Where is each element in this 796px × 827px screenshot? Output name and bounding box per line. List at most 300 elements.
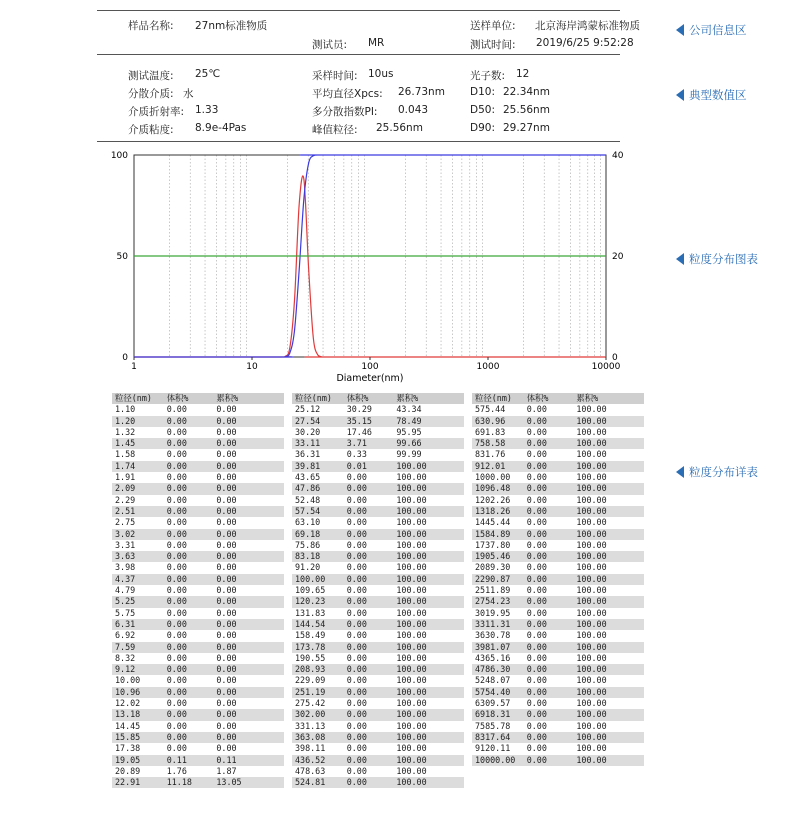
table-cell: 0.00 bbox=[166, 517, 187, 528]
table-cell: 0.00 bbox=[216, 415, 237, 426]
table-cell: 0.00 bbox=[346, 777, 367, 788]
table-cell: 758.58 bbox=[475, 438, 506, 449]
table-cell: 0.00 bbox=[346, 698, 367, 709]
table-row bbox=[112, 608, 284, 619]
table-cell: 0.00 bbox=[526, 562, 547, 573]
table-row bbox=[292, 438, 464, 449]
table-cell: 0.00 bbox=[526, 426, 547, 437]
table-cell: 0.00 bbox=[346, 765, 367, 776]
table-cell: 100.00 bbox=[396, 472, 427, 483]
y-right-tick-label: 0 bbox=[612, 353, 618, 363]
table-row bbox=[292, 529, 464, 540]
table-row bbox=[472, 540, 644, 551]
table-row bbox=[472, 517, 644, 528]
table-cell: 100.00 bbox=[576, 664, 607, 675]
table-row bbox=[112, 404, 284, 415]
table-cell: 30.29 bbox=[346, 404, 372, 415]
size-table-col2 bbox=[292, 393, 464, 788]
table-cell: 0.00 bbox=[526, 551, 547, 562]
table-cell: 10.00 bbox=[115, 675, 141, 686]
table-header-cell: 粒径(nm) bbox=[475, 393, 512, 403]
table-cell: 363.08 bbox=[295, 731, 326, 742]
table-cell: 0.00 bbox=[216, 460, 237, 471]
table-cell: 47.86 bbox=[295, 483, 321, 494]
peak-size-value: 25.56nm bbox=[376, 122, 423, 134]
table-row bbox=[472, 709, 644, 720]
table-cell: 0.00 bbox=[216, 472, 237, 483]
test-time-label: 测试时间: bbox=[470, 39, 516, 51]
table-header-cell: 累积% bbox=[396, 393, 419, 403]
table-cell: 208.93 bbox=[295, 664, 326, 675]
table-cell: 4.37 bbox=[115, 573, 136, 584]
table-row bbox=[472, 619, 644, 630]
y-right-tick-labels bbox=[612, 151, 624, 363]
table-cell bbox=[472, 766, 527, 777]
table-row bbox=[292, 585, 464, 596]
table-cell: 0.00 bbox=[526, 652, 547, 663]
table-cell: 0.00 bbox=[166, 505, 187, 516]
temp-label: 测试温度: bbox=[128, 70, 174, 82]
table-cell: 100.00 bbox=[576, 494, 607, 505]
x-axis-label: Diameter(nm) bbox=[336, 373, 404, 384]
table-cell: 0.00 bbox=[216, 438, 237, 449]
table-cell: 2.51 bbox=[115, 505, 136, 516]
table-cell: 0.00 bbox=[166, 460, 187, 471]
temp-value: 25℃ bbox=[195, 68, 221, 80]
table-row bbox=[472, 642, 644, 653]
table-cell: 100.00 bbox=[576, 551, 607, 562]
table-cell: 0.11 bbox=[216, 754, 237, 765]
table-cell: 0.00 bbox=[166, 731, 187, 742]
table-cell: 10.96 bbox=[115, 686, 141, 697]
table-row bbox=[292, 540, 464, 551]
table-cell: 0.00 bbox=[346, 675, 367, 686]
table-cell: 1.74 bbox=[115, 460, 136, 471]
table-cell: 0.00 bbox=[166, 743, 187, 754]
table-cell: 91.20 bbox=[295, 562, 321, 573]
sample-name-label: 样品名称: bbox=[128, 20, 174, 32]
table-cell: 5754.40 bbox=[475, 686, 511, 697]
y-left-tick-label: 50 bbox=[116, 252, 128, 262]
table-cell: 100.00 bbox=[576, 505, 607, 516]
table-cell: 0.00 bbox=[166, 404, 187, 415]
table-cell: 0.00 bbox=[526, 438, 547, 449]
table-row bbox=[112, 585, 284, 596]
table-cell: 100.00 bbox=[576, 573, 607, 584]
table-cell: 0.00 bbox=[526, 698, 547, 709]
peak-size-label: 峰值粒径: bbox=[312, 124, 358, 136]
table-row bbox=[472, 664, 644, 675]
table-cell: 100.00 bbox=[396, 754, 427, 765]
table-header-cell: 累积% bbox=[216, 393, 239, 403]
table-cell: 100.00 bbox=[576, 460, 607, 471]
table-cell: 25.12 bbox=[295, 404, 321, 415]
unit-label: 送样单位: bbox=[470, 20, 516, 32]
table-row bbox=[112, 630, 284, 641]
table-cell: 30.20 bbox=[295, 426, 321, 437]
table-cell: 229.09 bbox=[295, 675, 326, 686]
table-cell: 52.48 bbox=[295, 494, 321, 505]
table-row bbox=[112, 517, 284, 528]
table-cell: 1445.44 bbox=[475, 517, 511, 528]
table-cell: 100.00 bbox=[576, 698, 607, 709]
x-tick-label: 10 bbox=[246, 362, 258, 372]
table-cell: 100.00 bbox=[576, 426, 607, 437]
x-tick-label: 100 bbox=[361, 362, 379, 372]
photon-value: 12 bbox=[516, 68, 530, 80]
table-row bbox=[112, 472, 284, 483]
table-row bbox=[472, 416, 644, 427]
table-cell: 1318.26 bbox=[475, 505, 511, 516]
table-row bbox=[112, 416, 284, 427]
table-cell: 0.00 bbox=[346, 686, 367, 697]
table-cell: 78.49 bbox=[396, 415, 422, 426]
table-cell: 0.00 bbox=[216, 426, 237, 437]
table-cell: 100.00 bbox=[396, 698, 427, 709]
pdi-value: 0.043 bbox=[398, 104, 429, 116]
table-row bbox=[112, 427, 284, 438]
table-cell: 0.00 bbox=[346, 664, 367, 675]
x-tick-labels bbox=[131, 357, 620, 372]
table-cell: 1.76 bbox=[166, 765, 187, 776]
table-cell: 19.05 bbox=[115, 754, 141, 765]
table-row bbox=[292, 687, 464, 698]
table-cell: 0.00 bbox=[166, 426, 187, 437]
table-cell: 109.65 bbox=[295, 585, 326, 596]
table-cell: 3019.95 bbox=[475, 607, 511, 618]
table-cell: 0.00 bbox=[216, 618, 237, 629]
medium-value: 水 bbox=[183, 88, 194, 100]
table-cell: 0.00 bbox=[166, 675, 187, 686]
table-cell: 0.00 bbox=[216, 494, 237, 505]
table-cell: 100.00 bbox=[396, 573, 427, 584]
table-cell: 0.00 bbox=[526, 686, 547, 697]
table-row bbox=[292, 653, 464, 664]
table-cell: 100.00 bbox=[396, 664, 427, 675]
table-cell: 2290.87 bbox=[475, 573, 511, 584]
table-cell: 1584.89 bbox=[475, 528, 511, 539]
table-cell: 100.00 bbox=[576, 539, 607, 550]
table-cell: 0.00 bbox=[526, 449, 547, 460]
table-cell: 7585.78 bbox=[475, 720, 511, 731]
table-row bbox=[292, 404, 464, 415]
section-label-typical: 典型数值区 bbox=[676, 87, 747, 103]
table-cell: 331.13 bbox=[295, 720, 326, 731]
table-row bbox=[292, 472, 464, 483]
table-cell: 100.00 bbox=[396, 517, 427, 528]
table-cell: 100.00 bbox=[576, 528, 607, 539]
table-row bbox=[292, 449, 464, 460]
table-cell: 0.00 bbox=[346, 539, 367, 550]
table-cell: 120.23 bbox=[295, 596, 326, 607]
table-cell: 99.66 bbox=[396, 438, 422, 449]
table-cell: 0.00 bbox=[346, 743, 367, 754]
table-row bbox=[112, 461, 284, 472]
table-row bbox=[292, 551, 464, 562]
table-cell: 4365.16 bbox=[475, 652, 511, 663]
table-cell: 100.00 bbox=[576, 754, 607, 765]
table-cell: 6.92 bbox=[115, 630, 136, 641]
table-cell: 0.00 bbox=[346, 517, 367, 528]
table-row bbox=[112, 664, 284, 675]
table-row bbox=[112, 506, 284, 517]
table-row bbox=[292, 574, 464, 585]
section-label-chart: 粒度分布图表 bbox=[676, 251, 758, 267]
table-cell: 75.86 bbox=[295, 539, 321, 550]
table-cell: 100.00 bbox=[396, 652, 427, 663]
table-cell: 1737.80 bbox=[475, 539, 511, 550]
table-row bbox=[472, 687, 644, 698]
table-cell: 0.00 bbox=[216, 743, 237, 754]
table-cell: 0.00 bbox=[526, 585, 547, 596]
table-cell: 100.00 bbox=[396, 686, 427, 697]
table-row bbox=[292, 596, 464, 607]
table-cell: 100.00 bbox=[396, 618, 427, 629]
table-cell: 0.00 bbox=[216, 664, 237, 675]
table-row bbox=[112, 687, 284, 698]
avg-diameter-value: 26.73nm bbox=[398, 86, 445, 98]
table-cell: 0.00 bbox=[526, 731, 547, 742]
table-cell: 0.00 bbox=[346, 652, 367, 663]
table-cell: 2.29 bbox=[115, 494, 136, 505]
table-row bbox=[472, 461, 644, 472]
table-cell: 0.00 bbox=[526, 404, 547, 415]
table-cell: 0.00 bbox=[216, 551, 237, 562]
table-cell: 0.00 bbox=[216, 607, 237, 618]
viscosity-label: 介质粘度: bbox=[128, 124, 174, 136]
table-cell: 100.00 bbox=[576, 596, 607, 607]
table-cell: 14.45 bbox=[115, 720, 141, 731]
table-cell: 100.00 bbox=[295, 573, 326, 584]
table-row bbox=[472, 551, 644, 562]
table-cell: 0.00 bbox=[216, 517, 237, 528]
table-cell: 0.00 bbox=[216, 585, 237, 596]
table-cell: 831.76 bbox=[475, 449, 506, 460]
table-cell: 0.00 bbox=[216, 483, 237, 494]
table-cell: 0.00 bbox=[526, 709, 547, 720]
table-row bbox=[112, 675, 284, 686]
table-cell: 0.00 bbox=[346, 585, 367, 596]
photon-label: 光子数: bbox=[470, 70, 506, 82]
table-cell: 0.00 bbox=[346, 754, 367, 765]
table-row bbox=[292, 483, 464, 494]
table-cell: 100.00 bbox=[576, 607, 607, 618]
table-cell: 0.00 bbox=[346, 551, 367, 562]
table-cell: 0.00 bbox=[216, 720, 237, 731]
sample-time-value: 10us bbox=[368, 68, 394, 80]
table-cell: 100.00 bbox=[396, 528, 427, 539]
table-cell: 0.00 bbox=[346, 472, 367, 483]
table-cell: 0.00 bbox=[346, 720, 367, 731]
table-cell: 8.32 bbox=[115, 652, 136, 663]
table-row bbox=[112, 562, 284, 573]
table-row bbox=[112, 642, 284, 653]
d90-label: D90: bbox=[470, 122, 495, 134]
table-cell: 0.00 bbox=[346, 607, 367, 618]
table-row bbox=[472, 404, 644, 415]
table-cell: 100.00 bbox=[396, 630, 427, 641]
table-cell: 4786.30 bbox=[475, 664, 511, 675]
table-row bbox=[292, 664, 464, 675]
table-cell: 17.46 bbox=[346, 426, 372, 437]
table-cell: 158.49 bbox=[295, 630, 326, 641]
table-cell: 1.45 bbox=[115, 438, 136, 449]
table-cell: 3.02 bbox=[115, 528, 136, 539]
table-row bbox=[472, 766, 644, 777]
table-cell: 0.00 bbox=[346, 618, 367, 629]
table-cell: 2511.89 bbox=[475, 585, 511, 596]
table-cell: 0.00 bbox=[526, 596, 547, 607]
table-cell: 0.00 bbox=[216, 652, 237, 663]
table-cell: 9120.11 bbox=[475, 743, 511, 754]
table-cell: 0.00 bbox=[166, 698, 187, 709]
table-cell bbox=[576, 766, 644, 777]
unit-value: 北京海岸鸿蒙标准物质 bbox=[535, 20, 640, 32]
table-cell: 0.00 bbox=[526, 460, 547, 471]
table-cell: 0.00 bbox=[166, 449, 187, 460]
table-cell: 10000.00 bbox=[475, 754, 516, 765]
table-cell: 3630.78 bbox=[475, 630, 511, 641]
table-cell: 0.00 bbox=[216, 539, 237, 550]
d10-label: D10: bbox=[470, 86, 495, 98]
table-cell: 63.10 bbox=[295, 517, 321, 528]
table-cell: 302.00 bbox=[295, 709, 326, 720]
table-cell: 100.00 bbox=[576, 743, 607, 754]
table-cell: 190.55 bbox=[295, 652, 326, 663]
table-cell: 0.00 bbox=[526, 539, 547, 550]
table-cell: 144.54 bbox=[295, 618, 326, 629]
y-left-tick-label: 0 bbox=[122, 353, 128, 363]
table-header-cell: 体积% bbox=[166, 393, 189, 403]
y-right-tick-label: 20 bbox=[612, 252, 624, 262]
table-row bbox=[472, 585, 644, 596]
table-cell: 100.00 bbox=[396, 765, 427, 776]
table-header-cell: 粒径(nm) bbox=[115, 393, 152, 403]
table-cell: 1000.00 bbox=[475, 472, 511, 483]
table-cell: 3.71 bbox=[346, 438, 367, 449]
table-cell: 43.34 bbox=[396, 404, 422, 415]
table-cell: 0.00 bbox=[216, 404, 237, 415]
table-row bbox=[472, 755, 644, 766]
table-cell: 0.00 bbox=[216, 505, 237, 516]
table-row bbox=[112, 721, 284, 732]
table-cell: 100.00 bbox=[396, 494, 427, 505]
table-cell: 0.00 bbox=[526, 607, 547, 618]
y-left-tick-labels bbox=[111, 151, 128, 363]
table-cell: 0.00 bbox=[166, 472, 187, 483]
table-cell: 251.19 bbox=[295, 686, 326, 697]
table-cell: 173.78 bbox=[295, 641, 326, 652]
table-cell: 0.00 bbox=[526, 528, 547, 539]
table-cell: 100.00 bbox=[396, 562, 427, 573]
d50-value: 25.56nm bbox=[503, 104, 550, 116]
table-row bbox=[472, 506, 644, 517]
table-cell: 2.09 bbox=[115, 483, 136, 494]
table-cell: 0.00 bbox=[346, 528, 367, 539]
table-cell: 35.15 bbox=[346, 415, 372, 426]
table-cell: 57.54 bbox=[295, 505, 321, 516]
table-cell: 1.10 bbox=[115, 404, 136, 415]
table-row bbox=[292, 709, 464, 720]
table-cell: 100.00 bbox=[576, 404, 607, 415]
table-row bbox=[292, 416, 464, 427]
table-cell: 100.00 bbox=[576, 630, 607, 641]
table-cell: 0.00 bbox=[166, 415, 187, 426]
table-cell: 0.00 bbox=[526, 675, 547, 686]
table-row bbox=[292, 608, 464, 619]
table-cell: 0.00 bbox=[216, 573, 237, 584]
table-cell: 12.02 bbox=[115, 698, 141, 709]
table-cell: 6.31 bbox=[115, 618, 136, 629]
table-cell: 131.83 bbox=[295, 607, 326, 618]
table-row bbox=[112, 596, 284, 607]
table-cell: 0.00 bbox=[166, 607, 187, 618]
d50-label: D50: bbox=[470, 104, 495, 116]
table-header-cell: 体积% bbox=[346, 393, 369, 403]
arrow-left-icon bbox=[676, 89, 684, 101]
table-cell: 1096.48 bbox=[475, 483, 511, 494]
table-row bbox=[112, 495, 284, 506]
section-label-table: 粒度分布详表 bbox=[676, 464, 758, 480]
table-cell: 4.79 bbox=[115, 585, 136, 596]
table-cell: 0.00 bbox=[526, 517, 547, 528]
table-cell: 0.00 bbox=[166, 585, 187, 596]
header-bottom-rule bbox=[97, 54, 620, 55]
table-row bbox=[472, 472, 644, 483]
table-cell: 100.00 bbox=[396, 539, 427, 550]
table-cell: 0.00 bbox=[216, 709, 237, 720]
x-tick-label: 1 bbox=[131, 362, 137, 372]
table-cell: 5248.07 bbox=[475, 675, 511, 686]
table-row bbox=[292, 732, 464, 743]
table-cell: 0.00 bbox=[526, 664, 547, 675]
table-cell: 83.18 bbox=[295, 551, 321, 562]
table-row bbox=[112, 438, 284, 449]
table-row bbox=[472, 608, 644, 619]
table-cell: 0.00 bbox=[526, 505, 547, 516]
table-row bbox=[112, 698, 284, 709]
table-cell bbox=[527, 766, 577, 777]
table-cell: 0.00 bbox=[526, 720, 547, 731]
table-cell: 13.05 bbox=[216, 777, 242, 788]
table-header-row bbox=[292, 393, 464, 404]
table-cell: 1905.46 bbox=[475, 551, 511, 562]
table-cell: 6918.31 bbox=[475, 709, 511, 720]
table-cell: 100.00 bbox=[396, 743, 427, 754]
table-cell: 0.00 bbox=[526, 415, 547, 426]
table-cell: 1202.26 bbox=[475, 494, 511, 505]
ri-value: 1.33 bbox=[195, 104, 219, 116]
table-cell: 22.91 bbox=[115, 777, 141, 788]
table-cell: 99.99 bbox=[396, 449, 422, 460]
table-row bbox=[292, 461, 464, 472]
table-cell: 100.00 bbox=[576, 562, 607, 573]
arrow-left-icon bbox=[676, 24, 684, 36]
table-cell: 0.00 bbox=[216, 641, 237, 652]
table-cell: 100.00 bbox=[396, 460, 427, 471]
table-cell: 630.96 bbox=[475, 415, 506, 426]
table-cell: 100.00 bbox=[576, 438, 607, 449]
pdi-label: 多分散指数PI: bbox=[312, 106, 378, 118]
table-cell: 0.00 bbox=[166, 720, 187, 731]
table-cell: 0.00 bbox=[346, 596, 367, 607]
table-cell: 0.00 bbox=[216, 449, 237, 460]
table-row bbox=[292, 506, 464, 517]
table-cell: 0.00 bbox=[216, 675, 237, 686]
table-cell: 100.00 bbox=[576, 641, 607, 652]
table-row bbox=[292, 562, 464, 573]
table-cell: 0.00 bbox=[526, 618, 547, 629]
